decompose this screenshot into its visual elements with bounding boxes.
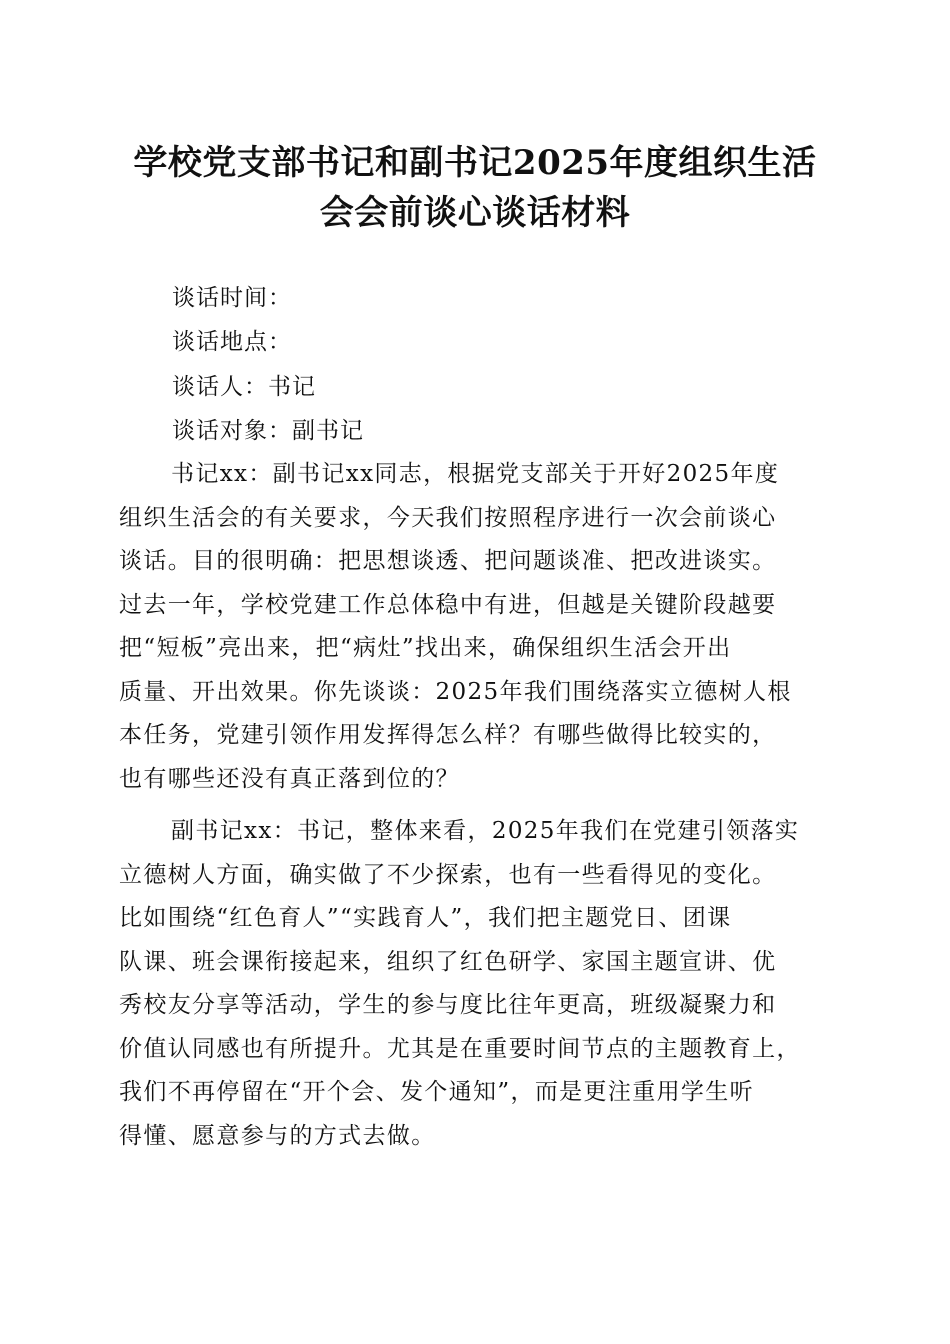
paragraph-line: 比如围绕“红色育人”“实践育人”，我们把主题党日、团课 <box>119 905 732 931</box>
paragraph-line: 得懂、愿意参与的方式去做。 <box>119 1122 436 1149</box>
meta-target: 谈话对象：副书记 <box>172 418 364 444</box>
paragraph-line: 谈话。目的很明确：把思想谈透、把问题谈准、把改进谈实。 <box>119 548 777 574</box>
paragraph-line: 把“短板”亮出来，把“病灶”找出来，确保组织生活会开出 <box>119 635 732 661</box>
paragraph-line: 队课、班会课衔接起来，组织了红色研学、家国主题宣讲、优 <box>119 948 777 975</box>
paragraph-line: 书记xx：副书记xx同志，根据党支部关于开好2025年度 <box>171 461 780 487</box>
paragraph-line: 也有哪些还没有真正落到位的？ <box>119 765 460 792</box>
paragraph-line: 我们不再停留在“开个会、发个通知”，而是更注重用学生听 <box>119 1079 754 1105</box>
paragraph-line: 本任务，党建引领作用发挥得怎么样？有哪些做得比较实的， <box>119 722 777 748</box>
paragraph-line: 质量、开出效果。你先谈谈：2025年我们围绕落实立德树人根 <box>119 678 792 705</box>
paragraph-line: 组织生活会的有关要求，今天我们按照程序进行一次会前谈心 <box>119 504 777 531</box>
document-title <box>90 138 860 238</box>
title-line-2: 会会前谈心谈话材料 <box>319 193 631 233</box>
paragraph-line: 过去一年，学校党建工作总体稳中有进，但越是关键阶段越要 <box>119 591 777 618</box>
meta-talk-time: 谈话时间： <box>172 285 292 311</box>
paragraph-secretary <box>119 453 839 801</box>
paragraph-line: 秀校友分享等活动，学生的参与度比往年更高，班级凝聚力和 <box>119 992 777 1018</box>
title-line-1: 学校党支部书记和副书记2025年度组织生活 <box>133 143 817 183</box>
paragraph-line: 副书记xx：书记，整体来看，2025年我们在党建引领落实 <box>171 818 800 844</box>
paragraph-deputy <box>119 810 839 1158</box>
meta-speaker: 谈话人：书记 <box>172 374 316 400</box>
paragraph-line: 价值认同感也有所提升。尤其是在重要时间节点的主题教育上， <box>119 1035 801 1062</box>
paragraph-line: 立德树人方面，确实做了不少探索，也有一些看得见的变化。 <box>119 861 777 888</box>
meta-talk-place: 谈话地点： <box>172 329 292 355</box>
